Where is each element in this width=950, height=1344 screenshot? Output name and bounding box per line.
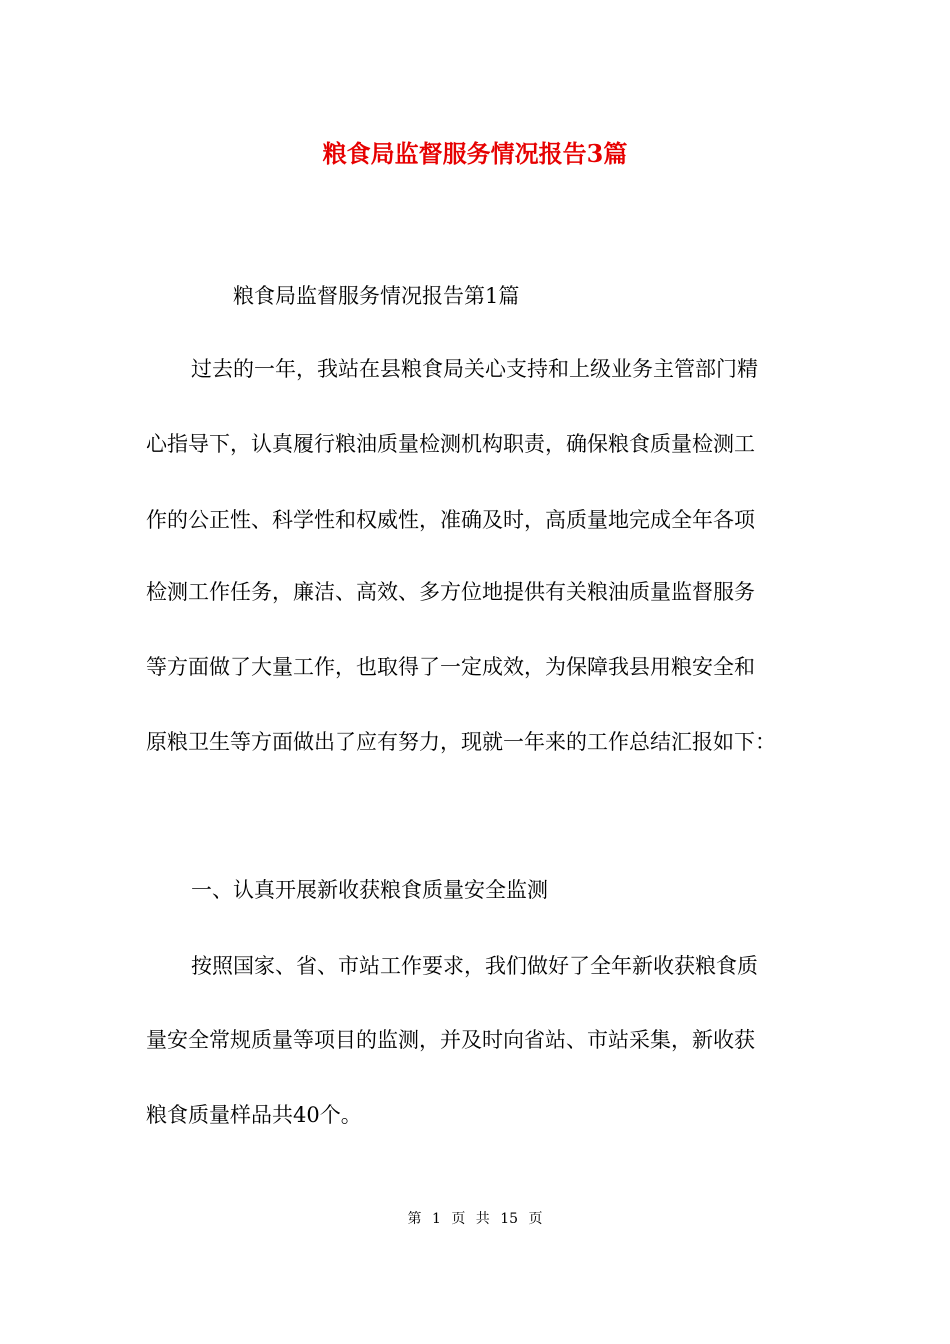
paragraph-line: 量安全常规质量等项目的监测，并及时向省站、市站采集，新收获	[146, 1028, 755, 1052]
paragraph-line: 粮食质量样品共40个。	[146, 1103, 362, 1127]
paragraph-line: 原粮卫生等方面做出了应有努力，现就一年来的工作总结汇报如下：	[146, 730, 776, 754]
document-title: 粮食局监督服务情况报告3篇	[322, 139, 628, 168]
footer-suffix: 页	[528, 1211, 543, 1227]
section-heading: 一、认真开展新收获粮食质量安全监测	[191, 878, 548, 902]
paragraph-line: 过去的一年，我站在县粮食局关心支持和上级业务主管部门精	[191, 357, 758, 381]
paragraph-line: 按照国家、省、市站工作要求，我们做好了全年新收获粮食质	[191, 954, 758, 978]
footer-current-page: 1	[431, 1211, 441, 1227]
paragraph-line: 作的公正性、科学性和权威性，准确及时，高质量地完成全年各项	[146, 508, 755, 532]
footer-page-word: 页	[451, 1211, 466, 1227]
footer-total-word: 共	[475, 1211, 490, 1227]
footer-prefix: 第	[407, 1211, 422, 1227]
paragraph-line: 心指导下，认真履行粮油质量检测机构职责，确保粮食质量检测工	[146, 432, 755, 456]
page-footer	[0, 1209, 950, 1229]
paragraph-line: 等方面做了大量工作，也取得了一定成效，为保障我县用粮安全和	[146, 655, 755, 679]
paragraph-line: 检测工作任务，廉洁、高效、多方位地提供有关粮油质量监督服务	[146, 580, 755, 604]
footer-total-pages: 15	[500, 1211, 519, 1227]
section-subtitle: 粮食局监督服务情况报告第1篇	[233, 284, 520, 308]
